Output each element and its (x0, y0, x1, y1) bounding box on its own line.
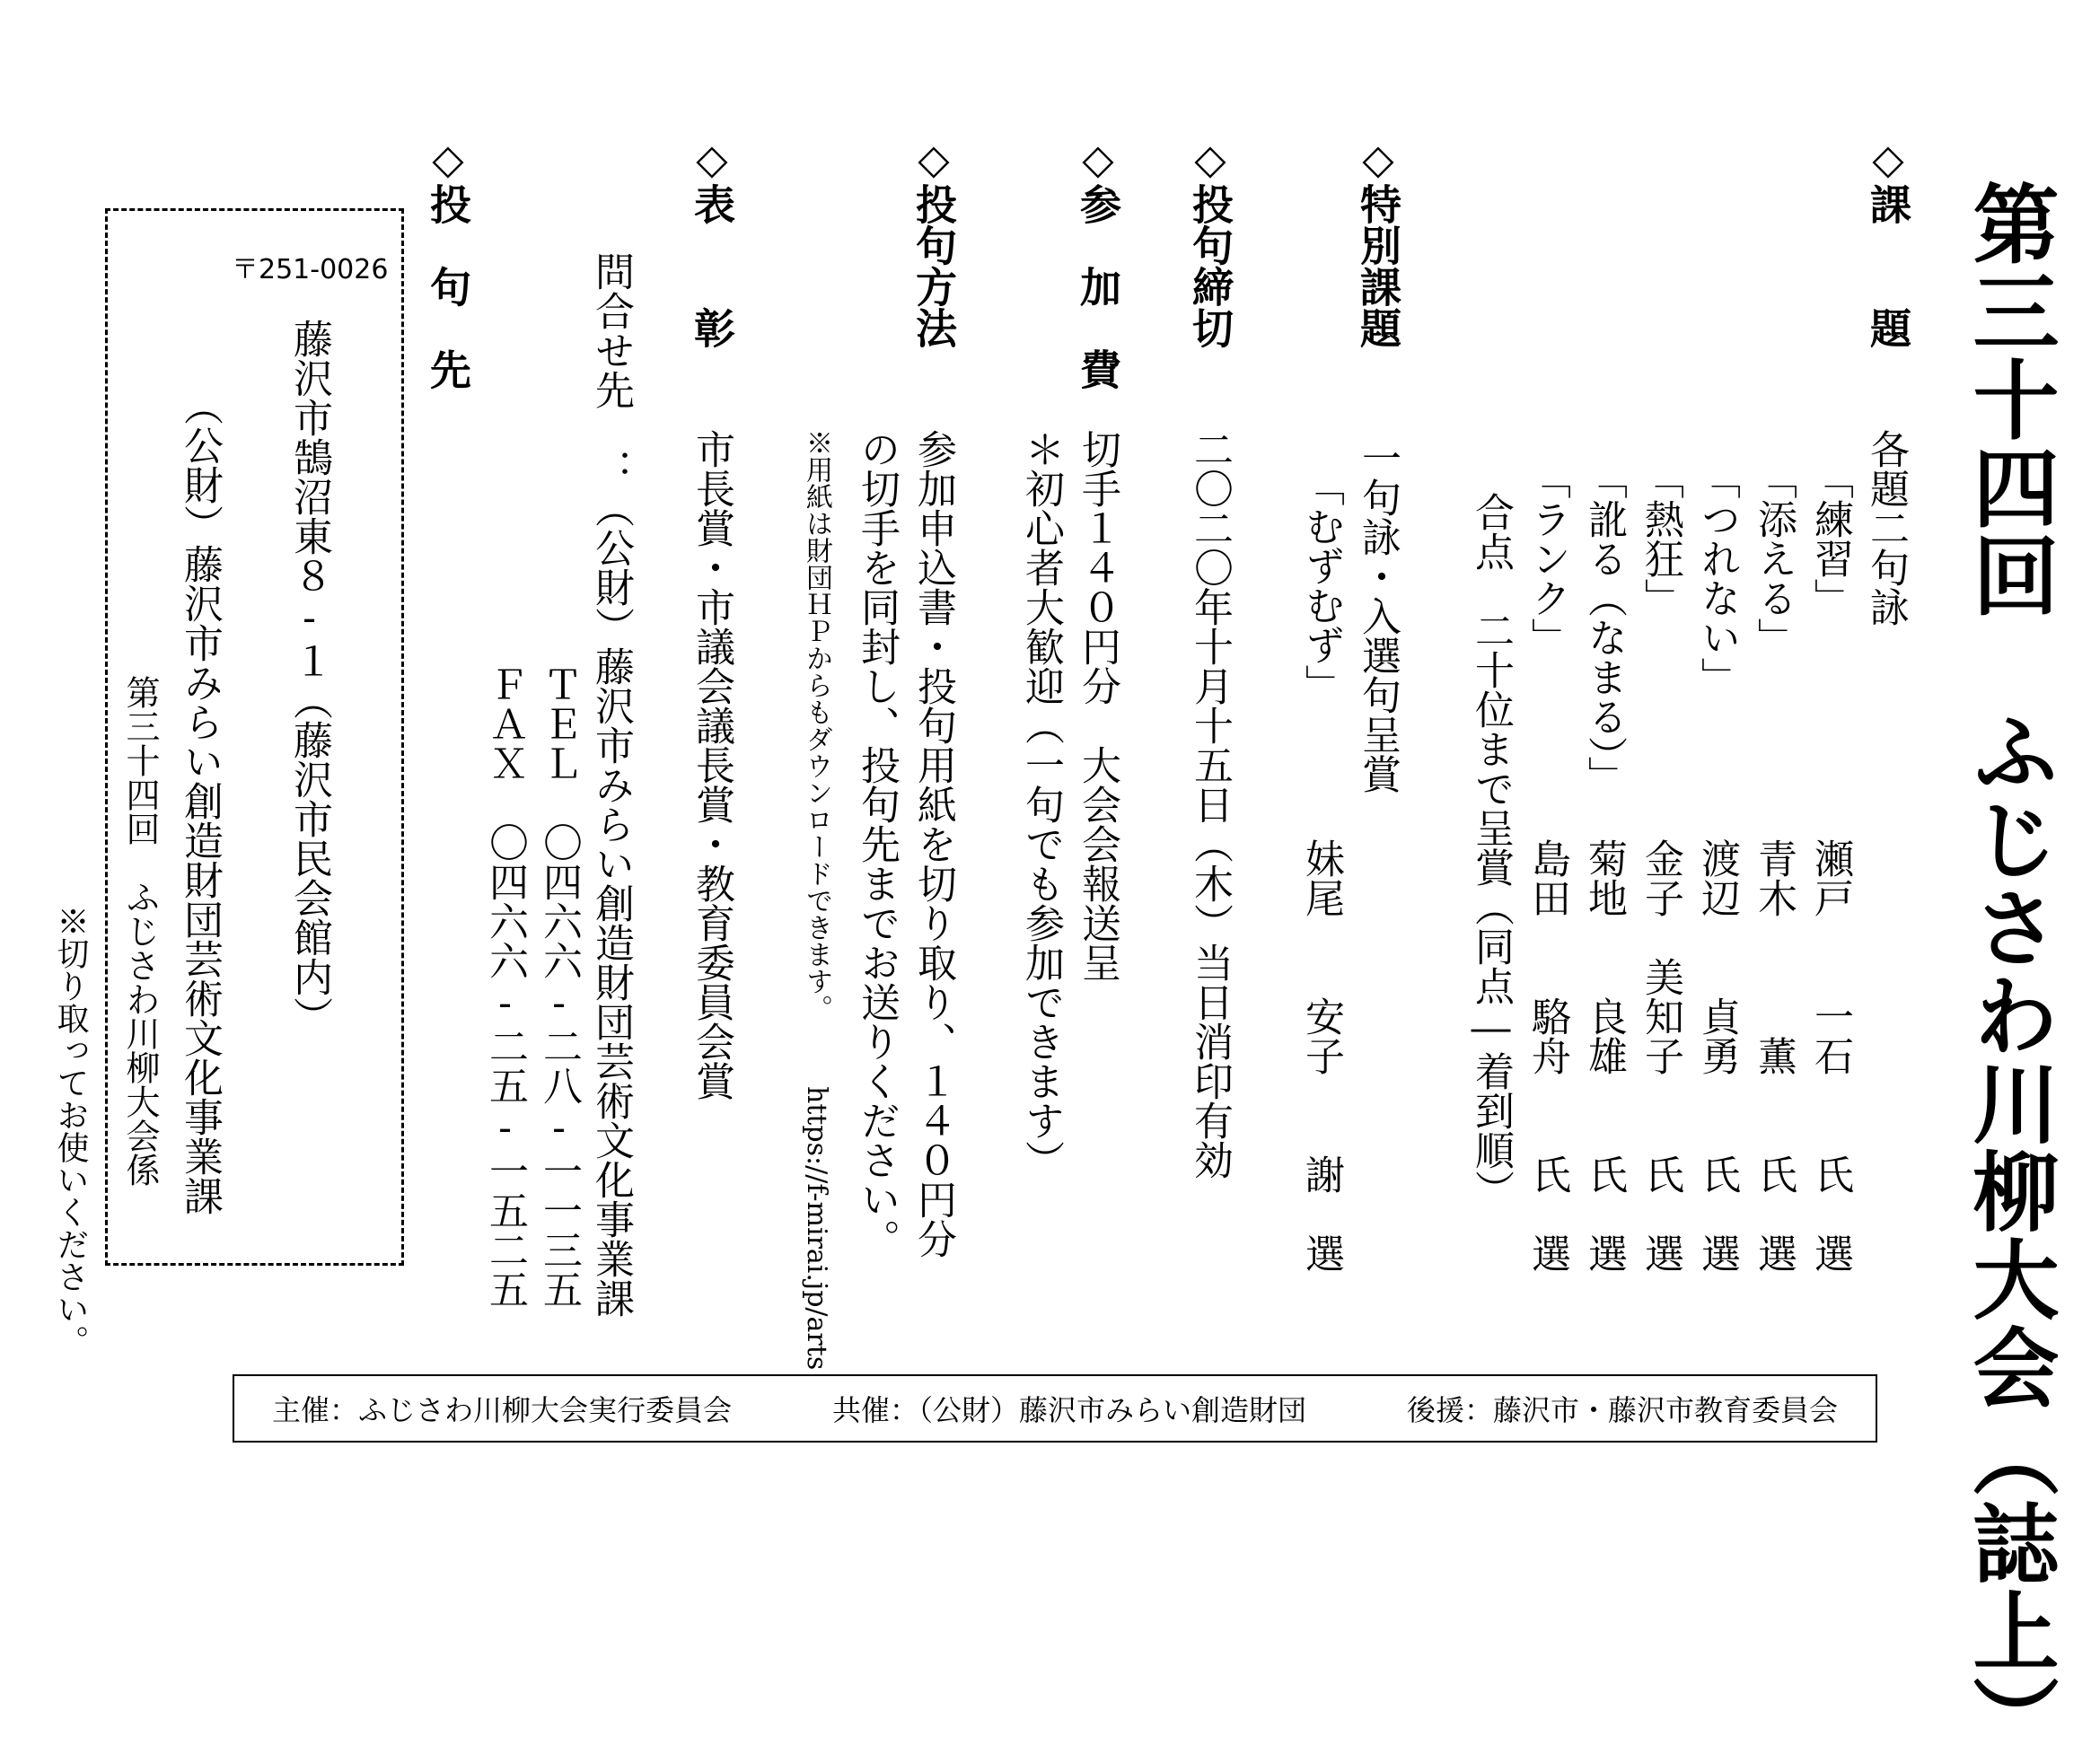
cut-note: ※切り取ってお使いください。 (52, 905, 89, 1357)
fee-line1: 切手１４０円分 大会会報送呈 (1075, 429, 1120, 982)
dest-dept: 第三十四回 ふじさわ川柳大会係 (120, 675, 160, 1187)
deadline-heading: ◇投句締切 (1186, 135, 1235, 348)
topic-6: 「ランク」 (1524, 460, 1570, 657)
judge-5: 菊地 良雄 氏 選 (1581, 838, 1627, 1273)
fee-line2: ＊初心者大歓迎（一句でも参加できます） (1018, 429, 1064, 1180)
method-heading: ◇投句方法 (909, 135, 958, 348)
scoring-note: 合点 二十位まで呈賞（同点―着到順） (1468, 492, 1514, 1209)
dest-heading: ◇投 句 先 (424, 135, 472, 390)
page-title: 第三十四回 ふじさわ川柳大会（誌上） (1959, 180, 2060, 1763)
topic-1: 「練習」 (1807, 460, 1853, 618)
contact-tel: ＴＥＬ 〇四六六‐二八‐一一三五 (536, 664, 582, 1309)
kadai-intro: 各題二句詠 (1863, 429, 1909, 627)
topic-3: 「つれない」 (1694, 460, 1740, 697)
judge-6: 島田 駱舟 氏 選 (1524, 838, 1570, 1273)
dest-address: 藤沢市鵠沼東８‐１（藤沢市民会館内） (286, 319, 332, 1036)
topic-4: 「熱狂」 (1638, 460, 1683, 618)
method-line2: の切手を同封し、投句先までお送りください。 (854, 429, 900, 1259)
deadline-text: 二〇二〇年十月十五日（木）当日消印有効 (1187, 429, 1233, 1180)
special-heading: ◇特別課題 (1354, 135, 1402, 348)
special-judge: 妹尾 安子 謝 選 (1298, 838, 1344, 1273)
method-line1: 参加申込書・投句用紙を切り取り、１４０円分 (910, 429, 956, 1259)
award-heading: ◇表 彰 (688, 135, 736, 348)
dest-org: （公財）藤沢市みらい創造財団芸術文化事業課 (177, 386, 223, 1215)
download-link[interactable]: https://f-mirai.jp/arts (801, 1086, 832, 1371)
footer-co-host: 共催：（公財）藤沢市みらい創造財団 (831, 1393, 1306, 1427)
topic-5: 「訛る（なまる）」 (1581, 460, 1627, 795)
footer-organizer: 主催：ふじさわ川柳大会実行委員会 (272, 1393, 733, 1427)
footer-box (233, 1374, 1877, 1443)
award-text: 市長賞・市議会議長賞・教育委員会賞 (689, 429, 734, 1101)
fee-heading: ◇参 加 費 (1074, 135, 1122, 390)
judge-3: 渡辺 貞勇 氏 選 (1694, 838, 1740, 1273)
judge-4: 金子 美知子 氏 選 (1638, 838, 1683, 1273)
method-note: ※用紙は財団ＨＰからもダウンロードできます。 (801, 429, 832, 1022)
postal-code: 〒251-0026 (232, 254, 389, 285)
footer-support: 後援：藤沢市・藤沢市教育委員会 (1406, 1393, 1838, 1427)
topic-2: 「添える」 (1751, 460, 1797, 657)
judge-2: 青木 薫 氏 選 (1751, 838, 1797, 1273)
contact-label: 問合せ先 ：（公財）藤沢市みらい創造財団芸術文化事業課 (588, 251, 634, 1318)
contact-fax: ＦＡＸ 〇四六六‐二五‐一五二五 (482, 664, 528, 1309)
kadai-heading: ◇課 題 (1864, 135, 1912, 348)
special-topic: 「むずむず」 (1298, 467, 1344, 704)
judge-1: 瀬戸 一石 氏 選 (1807, 838, 1853, 1273)
special-line1: 一句詠・入選句呈賞 (1355, 438, 1401, 794)
